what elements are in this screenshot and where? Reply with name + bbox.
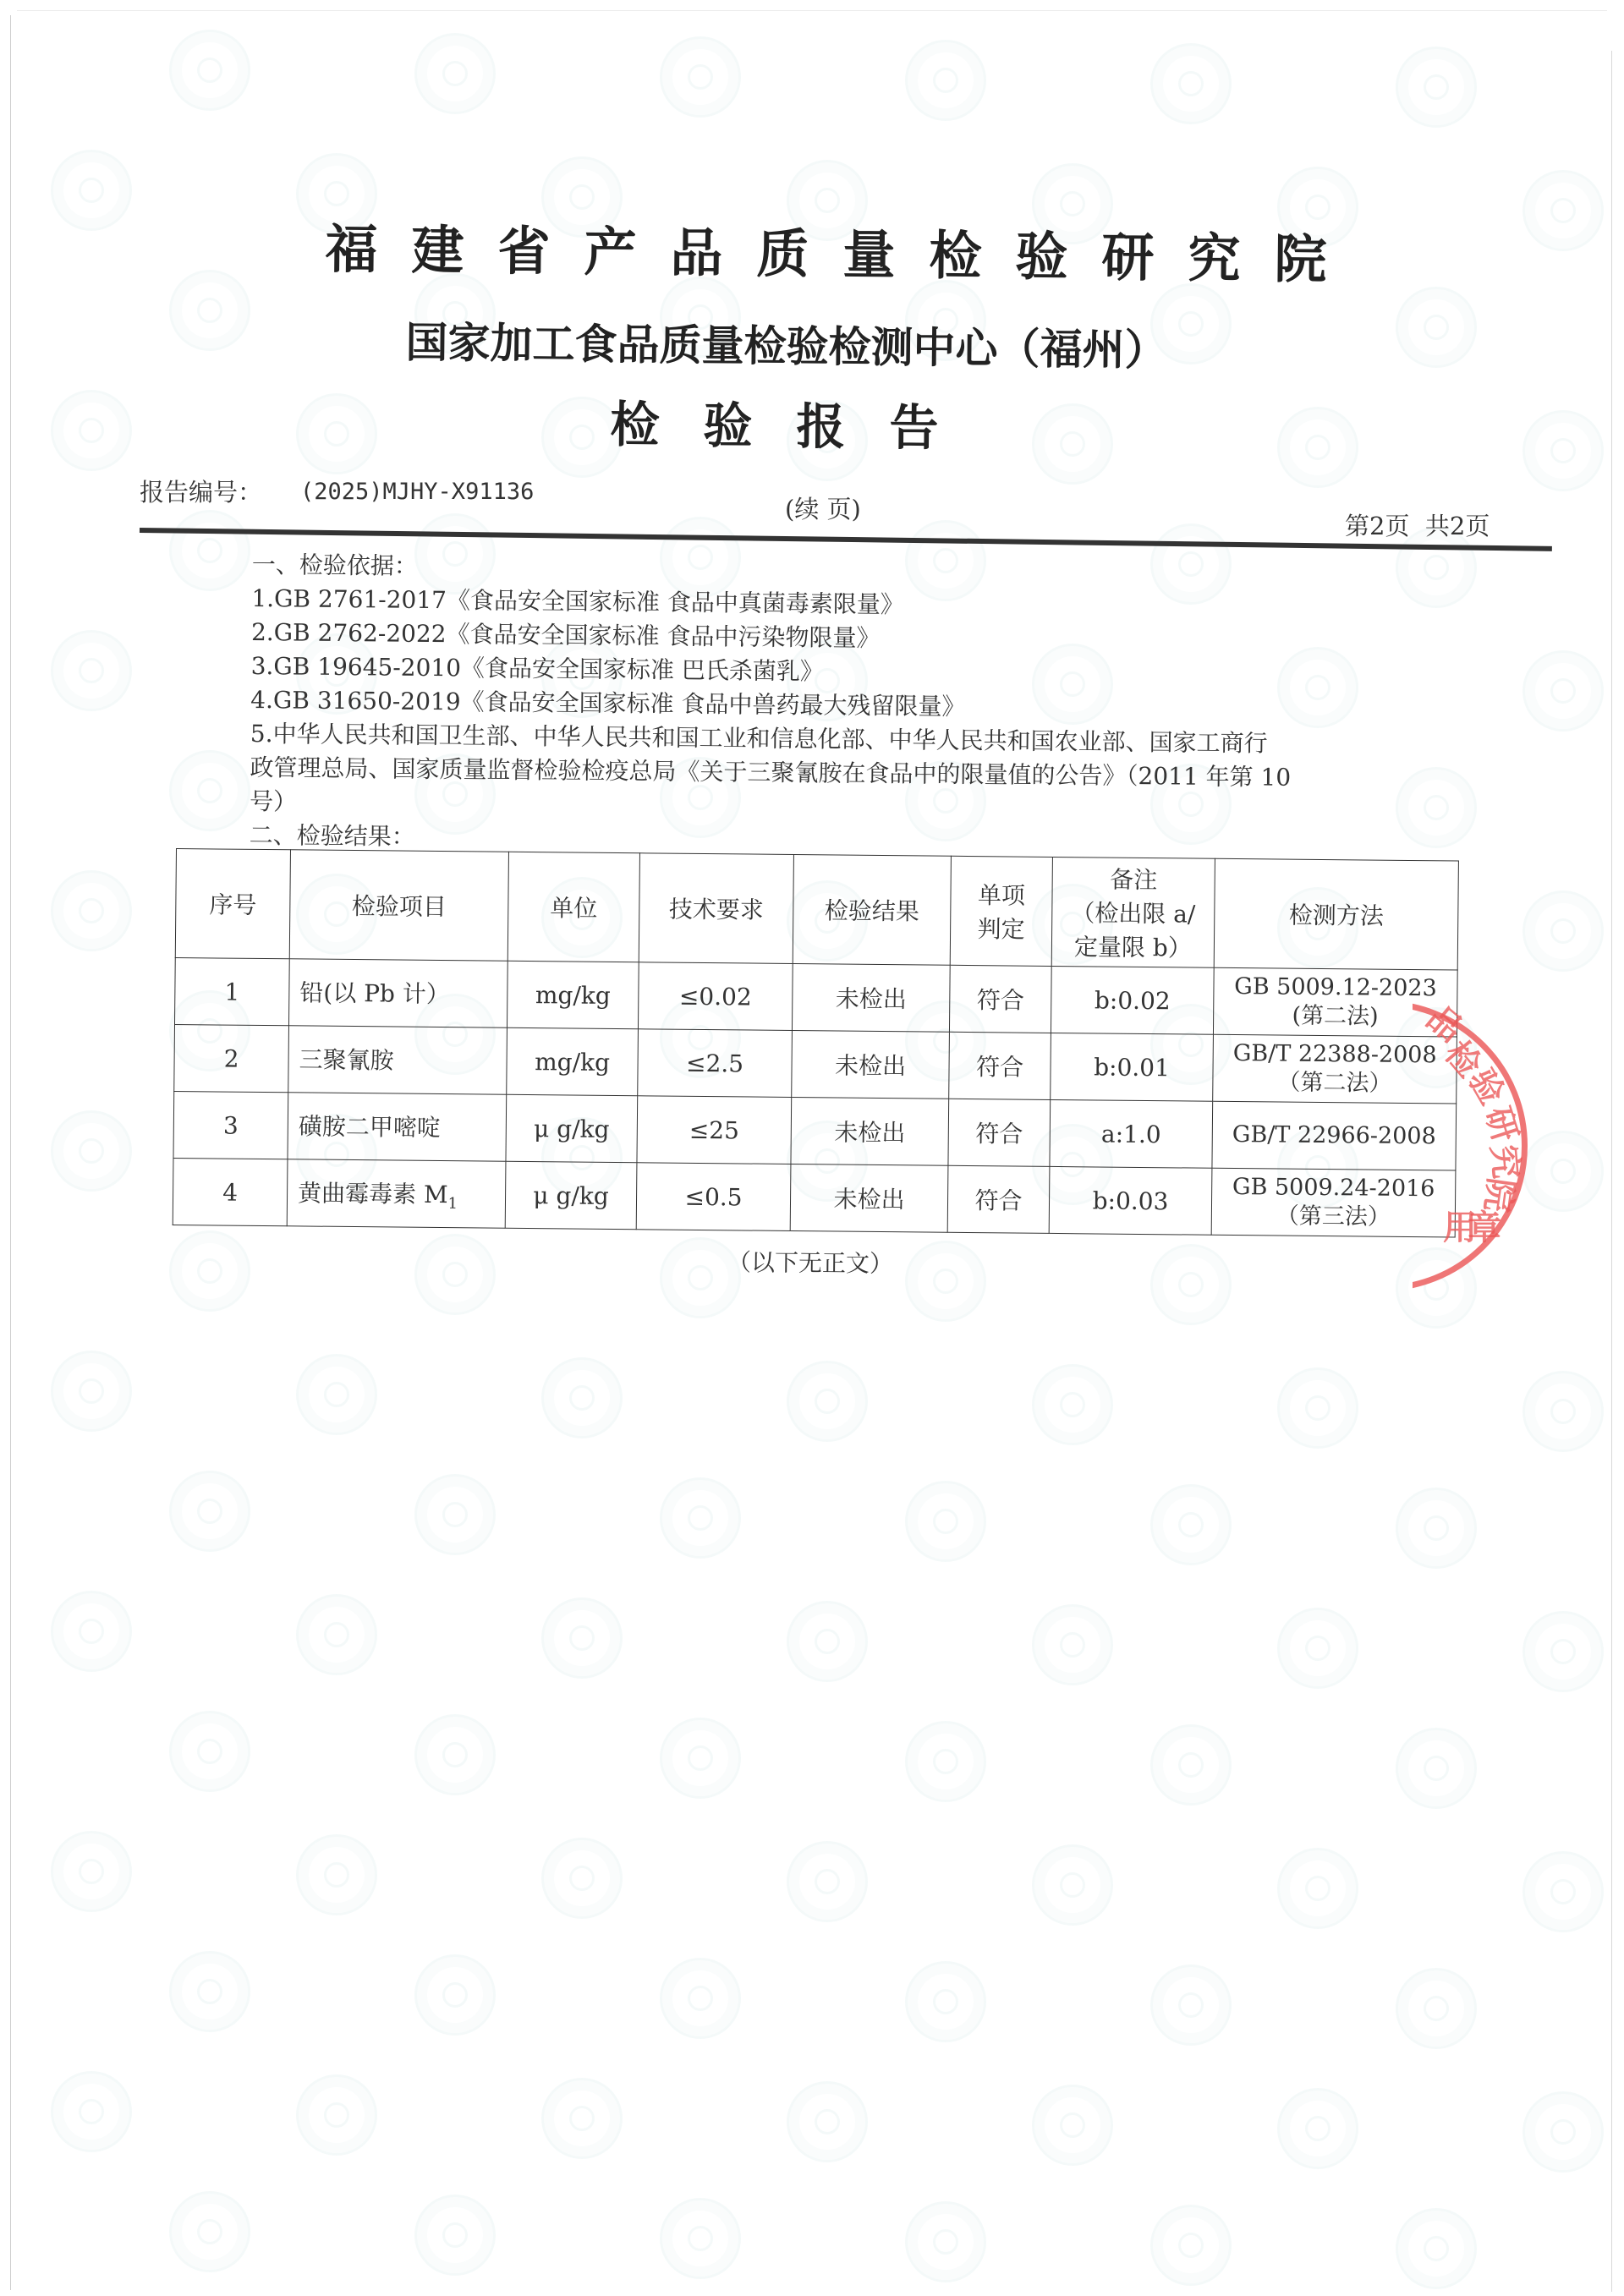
method-standard: GB 5009.12-2023 [1234,973,1437,1002]
watermark-seal-icon [1522,170,1604,251]
cell-judgement: 符合 [949,1032,1051,1099]
watermark-seal-icon [296,393,377,474]
basis-item: 1.GB 2761-2017《食品安全国家标准 食品中真菌毒素限量》 [251,584,905,619]
basis-item: 号） [249,786,298,816]
watermark-seal-icon [169,30,250,111]
watermark-seal-icon [1032,1844,1113,1926]
cell-item [287,1159,506,1228]
watermark-seal-icon [169,1230,250,1312]
watermark-seal-icon [1522,1851,1604,1932]
cell-result: 未检出 [792,1031,950,1099]
cell-requirement: ≤0.5 [636,1163,791,1231]
watermark-seal-icon [1396,1247,1477,1329]
watermark-seal-icon [541,1357,623,1438]
watermark-seal-icon [1522,1371,1604,1452]
watermark-seal-icon [51,1110,132,1192]
cell-remark: b:0.03 [1049,1166,1212,1235]
cell-result: 未检出 [791,1097,949,1165]
cell-item [288,959,508,1027]
table-row [174,957,1457,1037]
watermark-seal-icon [660,2198,741,2279]
basis-item: 5.中华人民共和国卫生部、中华人民共和国工业和信息化部、中华人民共和国农业部、国家工商行 [250,719,1268,758]
watermark-seal-icon [1277,1367,1358,1449]
method-variant: （第三法） [1276,1203,1391,1230]
method-standard: GB 5009.24-2016 [1232,1174,1435,1203]
basis-item: 政管理总局、国家质量监督检验检疫总局《关于三聚氰胺在食品中的限量值的公告》（2011 年第 10 [250,753,1292,792]
cell-requirement: ≤2.5 [638,1029,793,1098]
basis-item: 2.GB 2762-2022《食品安全国家标准 食品中污染物限量》 [250,617,881,653]
report-number: (2025)MJHY-X91136 [300,479,535,505]
basis-heading: 一、检验依据： [251,550,418,580]
cell-unit: mg/kg [507,961,639,1028]
watermark-seal-icon [660,36,741,118]
watermark-seal-icon [1150,1484,1232,1565]
seal-char: 章 [1468,1208,1501,1247]
watermark-seal-icon [169,510,250,591]
header-divider [140,528,1552,551]
watermark-seal-icon [787,1601,868,1682]
watermark-seal-icon [51,2071,132,2152]
cell-result: 未检出 [790,1164,948,1232]
inspection-basis-section [250,548,1436,863]
cell-unit: μ g/kg [505,1161,637,1229]
center-name: 国家加工食品质量检验检测中心（福州） [405,317,1167,375]
method-standard: GB/T 22388-2008 [1232,1040,1437,1069]
seal-char: 验 [1461,1062,1512,1112]
watermark-seal-icon [541,2078,623,2159]
watermark-seal-icon [1032,2085,1113,2166]
item-name: 铅(以 Pb 计） [299,978,451,1008]
col-header-unit: 单位 [508,852,639,962]
watermark-seal-icon [1032,403,1113,485]
watermark-seal-icon [1522,410,1604,491]
cell-method [1213,967,1457,1037]
watermark-seal-icon [905,40,986,121]
cell-judgement: 符合 [947,1165,1050,1233]
col-header-judgement-line2: 判定 [977,915,1025,944]
table-header-row [175,849,1458,971]
table-row [174,1024,1457,1104]
col-header-remark-line1: 备注 [1110,865,1158,895]
watermark-seal-icon [1277,2088,1358,2169]
cell-seq: 2 [174,1024,289,1092]
watermark-seal-icon [787,1841,868,1922]
method-variant: (第二法) [1292,1002,1379,1030]
watermark-seal-icon [414,33,496,114]
item-name: 黄曲霉毒素 M [297,1179,448,1208]
cell-seq: 3 [173,1091,288,1159]
watermark-seal-icon [1277,1848,1358,1929]
watermark-seal-icon [1396,47,1477,128]
seal-char: 检 [1436,1033,1489,1085]
watermark-seal-icon [1150,1244,1232,1325]
cell-method [1212,1101,1457,1170]
col-header-judgement [950,856,1052,966]
col-header-judgement-line1: 单项 [977,881,1026,910]
seal-char: 用 [1443,1208,1477,1247]
cell-judgement: 符合 [948,1099,1051,1166]
watermark-seal-icon [51,1351,132,1432]
cell-item [288,1093,507,1161]
cell-judgement: 符合 [949,965,1051,1033]
watermark-seal-icon [1396,287,1477,368]
watermark-seal-icon [905,1481,986,1562]
watermark-seal-icon [1277,407,1358,488]
seal-char: 研 [1477,1102,1525,1147]
page-edge-right [1611,51,1612,2292]
watermark-seal-icon [1032,1604,1113,1685]
watermark-seal-icon [1522,2091,1604,2173]
watermark-seal-icon [905,2201,986,2282]
col-header-item: 检验项目 [289,850,508,961]
col-header-remark [1051,857,1215,967]
cell-method [1211,1168,1456,1237]
continued-page-label: (续 页) [785,495,861,523]
watermark-seal-icon [1522,1131,1604,1212]
watermark-seal-icon [1396,1968,1477,2049]
watermark-seal-icon [1032,1364,1113,1445]
watermark-seal-icon [169,1471,250,1552]
basis-item: 4.GB 31650-2019《食品安全国家标准 食品中兽药最大残留限量》 [250,685,966,721]
cell-item [288,1026,508,1094]
watermark-seal-icon [1396,1488,1477,1569]
item-subscript: 1 [447,1194,458,1213]
watermark-seal-icon [1522,1611,1604,1692]
col-header-requirement: 技术要求 [639,853,793,964]
watermark-seal-icon [1277,1608,1358,1689]
cell-method [1213,1034,1457,1104]
watermark-seal-icon [51,390,132,471]
cell-remark: a:1.0 [1050,1099,1213,1168]
institute-name: 福建省产品质量检验研究院 [325,217,1361,291]
watermark-seal-icon [660,1958,741,2039]
watermark-seal-icon [905,1241,986,1322]
watermark-seal-icon [1522,890,1604,972]
page-indicator: 第2页 共2页 [1345,512,1490,540]
watermark-seal-icon [169,2191,250,2272]
watermark-seal-icon [1150,1964,1232,2046]
cell-unit: μ g/kg [506,1094,638,1162]
watermark-seal-icon [1150,2205,1232,2286]
watermark-seal-icon [51,870,132,951]
col-header-result: 检验结果 [793,855,951,966]
watermark-seal-icon [414,1474,496,1555]
watermark-seal-icon [414,1234,496,1315]
watermark-seal-icon [414,2195,496,2276]
cell-requirement: ≤25 [637,1096,792,1164]
watermark-seal-icon [296,2074,377,2156]
cell-requirement: ≤0.02 [638,962,793,1031]
watermark-seal-icon [905,1961,986,2042]
page-edge-left [10,15,11,2290]
watermark-seal-icon [51,1591,132,1672]
watermark-seal-icon [169,750,250,831]
watermark-seal-icon [905,1721,986,1802]
watermark-seal-icon [787,1361,868,1442]
cell-seq: 4 [173,1158,288,1225]
seal-char: 院 [1476,1175,1521,1215]
report-number-label: 报告编号： [140,478,263,507]
table-row [173,1091,1457,1170]
watermark-seal-icon [296,1594,377,1675]
cell-seq: 1 [174,957,289,1025]
col-header-seq: 序号 [175,849,290,959]
watermark-seal-icon [169,1711,250,1792]
watermark-seal-icon [1396,2208,1477,2289]
watermark-seal-icon [660,1477,741,1559]
table-row [173,1158,1456,1237]
watermark-seal-icon [660,1718,741,1799]
item-name: 磺胺二甲嘧啶 [298,1112,442,1142]
col-header-method: 检测方法 [1214,858,1458,970]
seal-char: 品 [1418,998,1470,1050]
watermark-seal-icon [51,1831,132,1912]
watermark-seal-icon [787,2081,868,2162]
results-heading: 二、检验结果： [249,820,415,851]
col-header-remark-line3: 定量限 b） [1073,933,1192,962]
seal-char: 究 [1483,1143,1526,1181]
basis-item: 3.GB 19645-2010《食品安全国家标准 巴氏杀菌乳》 [250,651,825,686]
watermark-seal-icon [296,1834,377,1915]
document-title: 检验报告 [610,395,983,458]
method-standard: GB/T 22966-2008 [1232,1121,1436,1150]
watermark-seal-icon [169,270,250,351]
cell-unit: mg/kg [507,1027,639,1095]
cell-remark: b:0.01 [1051,1033,1214,1101]
end-of-content-note: （以下无正文） [727,1248,894,1278]
watermark-seal-icon [1150,43,1232,124]
watermark-seal-icon [51,150,132,231]
watermark-seal-icon [296,1354,377,1435]
watermark-seal-icon [541,1597,623,1679]
watermark-seal-icon [414,1714,496,1795]
watermark-seal-icon [541,1838,623,1919]
watermark-seal-icon [1396,1728,1477,1809]
watermark-seal-icon [51,630,132,711]
cell-remark: b:0.02 [1051,966,1214,1034]
watermark-seal-icon [1150,1724,1232,1806]
watermark-seal-icon [1522,650,1604,732]
item-name: 三聚氰胺 [299,1045,394,1075]
page-edge-top [17,10,1607,11]
cell-result: 未检出 [792,964,950,1033]
watermark-seal-icon [414,1954,496,2036]
watermark-seal-icon [169,1951,250,2032]
results-table [173,848,1459,1238]
method-variant: （第二法） [1277,1069,1392,1097]
col-header-remark-line2: （检出限 a/ [1071,899,1196,929]
